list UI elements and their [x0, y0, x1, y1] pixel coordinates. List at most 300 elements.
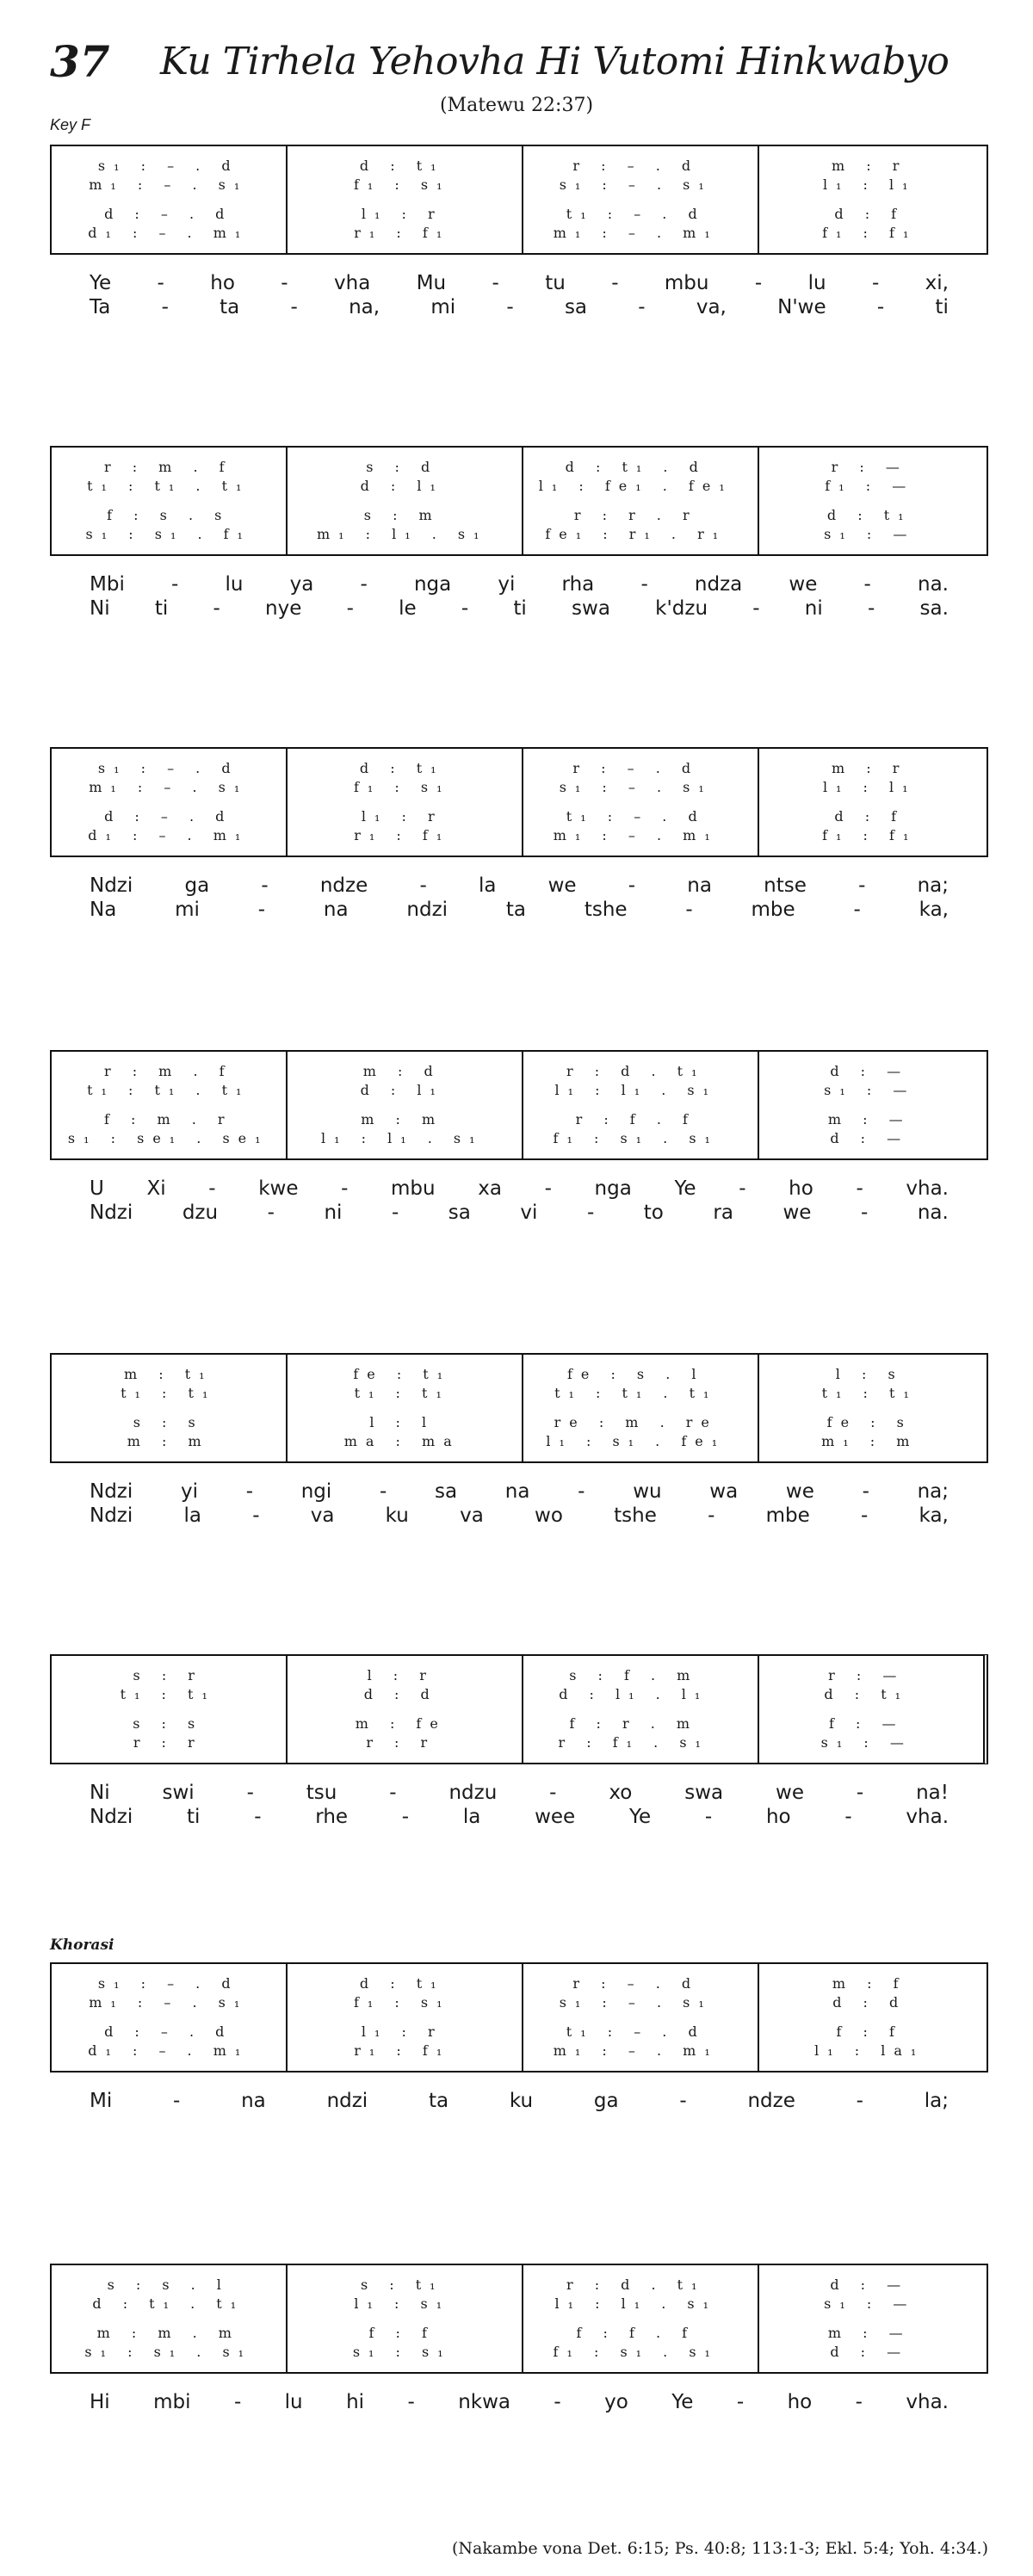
measure: [519, 155, 753, 176]
solfa-notes: m : —: [827, 1110, 912, 1127]
hyphen: -: [544, 1177, 552, 1200]
lyric-syllable: ku: [385, 1504, 409, 1527]
voice-row: [52, 1992, 987, 2012]
lyric-syllable: vha.: [906, 1806, 949, 1828]
solfa-notes: r : —: [831, 458, 908, 475]
solfa-notes: t₁ : t₁: [354, 1384, 450, 1401]
lyric-line: [50, 296, 988, 320]
lyric-syllable: ndze: [319, 874, 368, 897]
measure: [519, 1363, 753, 1384]
measure: [517, 1665, 751, 1685]
measure: [52, 1683, 285, 1704]
solfa-notes: d : l₁ . l₁: [559, 1685, 709, 1702]
lyric-syllable: lu: [225, 573, 244, 596]
lyric-syllable: Mu: [416, 272, 447, 294]
lyric-syllable: tshe: [584, 899, 628, 921]
lyric-syllable: ka,: [919, 1504, 949, 1527]
solfa-notes: d : – . d: [104, 807, 233, 825]
measure: [52, 1713, 285, 1733]
solfa-notes: s₁ : – . d: [97, 759, 239, 776]
solfa-notes: r : f . f: [575, 1110, 696, 1127]
voice-row: [52, 825, 987, 845]
lyric-line: [50, 597, 988, 621]
solfa-notes: r : m . f: [103, 1062, 233, 1079]
hyphen: -: [554, 2391, 561, 2413]
hyphen: -: [736, 2391, 745, 2413]
solfa-notes: f₁ : s₁: [353, 778, 451, 795]
hyphen: -: [611, 272, 619, 294]
measure: [52, 2341, 286, 2362]
measure: [753, 2293, 987, 2313]
solfa-notes: d : – . d: [104, 205, 233, 222]
measure: [52, 776, 286, 797]
voice-row: [52, 2322, 987, 2343]
solfa-notes: r : d . t₁: [566, 2276, 706, 2293]
measure: [519, 2293, 753, 2313]
lyric-syllable: mbu: [664, 272, 709, 294]
lyric-syllable: xa: [478, 1177, 502, 1200]
solfa-notes: d : t₁: [826, 506, 912, 523]
measure: [753, 1127, 987, 1148]
lyric-syllable: na.: [917, 1202, 949, 1224]
measure: [753, 1079, 987, 1100]
music-system: [50, 1353, 988, 1463]
solfa-notes: s₁ : —: [824, 2295, 916, 2312]
solfa-notes: l₁ : l₁ . s₁: [554, 1081, 717, 1098]
lyric-syllable: vha.: [906, 2391, 949, 2413]
measure: [519, 806, 753, 826]
solfa-notes: t₁ : t₁: [821, 1384, 918, 1401]
lyric-syllable: wu: [633, 1480, 662, 1503]
solfa-notes: s₁ : s₁ . s₁: [84, 2343, 253, 2360]
lyric-line: [50, 1782, 988, 1806]
measure: [286, 825, 520, 845]
measure: [286, 806, 520, 826]
solfa-notes: m₁ : – . m₁: [553, 224, 719, 241]
measure: [52, 1363, 286, 1384]
measure: [519, 2322, 753, 2343]
lyric-syllable: mbe: [765, 1504, 810, 1527]
solfa-notes: d : l₁: [360, 477, 444, 494]
lyric-syllable: sa: [448, 1202, 471, 1224]
solfa-notes: m : r: [832, 157, 908, 174]
solfa-notes: f : —: [829, 1714, 905, 1732]
voice-row: [52, 1060, 987, 1081]
voice-row: [52, 1412, 987, 1432]
measure: [52, 475, 286, 496]
lyric-syllable: ya: [289, 573, 314, 596]
measure: [753, 1430, 987, 1451]
hyphen: -: [254, 1806, 262, 1828]
hyphen: -: [679, 2090, 687, 2112]
measure: [286, 523, 520, 544]
measure: [52, 1382, 286, 1403]
measure: [286, 456, 520, 477]
solfa-notes: r : r: [366, 1733, 436, 1751]
solfa-notes: f₁ : f₁: [822, 826, 918, 843]
solfa-notes: fe : s . l: [566, 1365, 705, 1382]
measure: [519, 456, 753, 477]
measure: [286, 1382, 520, 1403]
lyric-line: [50, 1202, 988, 1226]
lyric-syllable: Ta: [90, 296, 111, 318]
lyric-line: [50, 2391, 988, 2415]
lyric-syllable: hi: [346, 2391, 365, 2413]
measure: [519, 1109, 753, 1129]
hyphen: -: [261, 874, 269, 897]
lyric-syllable: la: [462, 1806, 481, 1828]
solfa-notes: d₁ : – . m₁: [88, 224, 250, 241]
solfa-notes: t₁ : t₁: [121, 1384, 217, 1401]
solfa-notes: re : m . re: [554, 1413, 718, 1430]
measure: [753, 1992, 987, 2012]
hyphen: -: [754, 272, 763, 294]
measure: [286, 1127, 520, 1148]
lyric-syllable: we: [789, 573, 818, 596]
solfa-notes: t₁ : t₁: [120, 1685, 216, 1702]
solfa-notes: s₁ : —: [820, 1733, 912, 1751]
hyphen: -: [391, 1202, 399, 1224]
solfa-notes: r : d . t₁: [566, 1062, 706, 1079]
lyric-syllable: sa.: [919, 597, 949, 620]
lyric-syllable: we: [547, 874, 577, 897]
solfa-notes: fe : s: [826, 1413, 912, 1430]
measure: [286, 1060, 520, 1081]
measure: [751, 1665, 984, 1685]
lyric-syllable: la: [183, 1504, 201, 1527]
solfa-notes: m : f: [832, 1974, 907, 1992]
voice-row: [52, 2341, 987, 2362]
solfa-notes: f : f: [836, 2023, 903, 2040]
voice-row: [52, 523, 987, 544]
hyphen: -: [739, 1177, 746, 1200]
solfa-notes: l : l: [369, 1413, 436, 1430]
lyric-syllable: Ni: [90, 1782, 110, 1804]
measure: [519, 504, 753, 525]
music-system: [50, 145, 988, 255]
lyric-syllable: tsu: [306, 1782, 337, 1804]
lyric-syllable: Na: [90, 899, 117, 921]
lyric-syllable: ku: [509, 2090, 534, 2112]
hyphen: -: [161, 296, 169, 318]
measure: [517, 1683, 751, 1704]
measure: [52, 1430, 286, 1451]
measure: [519, 523, 753, 544]
lyric-syllable: na: [241, 2090, 266, 2112]
measure: [519, 1412, 753, 1432]
measure: [286, 2021, 520, 2042]
solfa-notes: d : l₁: [360, 1081, 444, 1098]
lyric-syllable: k'dzu: [655, 597, 708, 620]
hyphen: -: [628, 874, 636, 897]
hyphen: -: [861, 1504, 869, 1527]
lyric-syllable: na: [323, 899, 349, 921]
solfa-notes: m : m: [361, 1110, 444, 1127]
measure: [52, 2293, 286, 2313]
lyric-syllable: vi: [520, 1202, 538, 1224]
lyric-line: [50, 1504, 988, 1529]
lyric-line: [50, 1177, 988, 1202]
hyphen: -: [640, 573, 648, 596]
solfa-notes: m₁ : m: [821, 1432, 919, 1449]
solfa-notes: f : m . r: [103, 1110, 233, 1127]
measure: [519, 1079, 753, 1100]
solfa-notes: t₁ : – . d: [566, 205, 706, 222]
measure: [52, 2274, 286, 2295]
hyphen: -: [208, 1177, 216, 1200]
solfa-notes: t₁ : t₁ . t₁: [87, 1081, 251, 1098]
lyric-syllable: ntse: [764, 874, 807, 897]
music-system: [50, 1654, 988, 1764]
measure: [753, 1363, 987, 1384]
solfa-notes: s₁ : —: [824, 1081, 916, 1098]
lyric-syllable: we: [782, 1202, 812, 1224]
lyric-syllable: va: [460, 1504, 484, 1527]
measure: [753, 2040, 987, 2060]
voice-row: [52, 2274, 987, 2295]
measure: [286, 2274, 520, 2295]
music-system: [50, 446, 988, 556]
solfa-notes: r : – . d: [572, 157, 700, 174]
measure: [753, 1973, 987, 1993]
measure: [519, 1430, 753, 1451]
measure: [52, 825, 286, 845]
measure: [52, 504, 286, 525]
measure: [751, 1683, 984, 1704]
hyphen: -: [173, 2090, 181, 2112]
measure: [286, 1430, 520, 1451]
lyric-syllable: ga: [593, 2090, 619, 2112]
measure: [286, 2322, 520, 2343]
voice-row: [52, 806, 987, 826]
solfa-notes: s : d: [366, 458, 439, 475]
lyric-syllable: ga: [184, 874, 210, 897]
lyric-line: [50, 874, 988, 899]
measure: [753, 203, 987, 224]
lyric-syllable: ho: [787, 2391, 813, 2413]
solfa-notes: s₁ : – . s₁: [559, 1993, 713, 2011]
measure: [753, 2274, 987, 2295]
solfa-notes: f : r . m: [569, 1714, 699, 1732]
solfa-notes: s : s: [133, 1413, 204, 1430]
hyphen: -: [213, 597, 220, 620]
hyphen: -: [171, 573, 179, 596]
hyphen: -: [863, 573, 871, 596]
solfa-notes: d : f: [834, 205, 906, 222]
lyric-syllable: na: [504, 1480, 530, 1503]
solfa-notes: s₁ : – . d: [97, 1974, 239, 1992]
measure: [753, 776, 987, 797]
solfa-notes: s₁ : – . d: [97, 157, 239, 174]
lyric-syllable: ho: [210, 272, 235, 294]
solfa-notes: s₁ : s₁: [352, 2343, 452, 2360]
solfa-notes: s : s: [133, 1714, 204, 1732]
solfa-notes: d : —: [830, 2343, 910, 2360]
lyric-syllable: na.: [918, 573, 949, 596]
lyric-syllable: ti: [935, 296, 949, 318]
measure: [753, 2322, 987, 2343]
measure: [52, 523, 286, 544]
voice-row: [52, 2021, 987, 2042]
measure: [286, 1079, 520, 1100]
solfa-notes: r : – . d: [572, 1974, 700, 1992]
voice-row: [52, 2293, 987, 2313]
lyric-syllable: mbi: [153, 2391, 191, 2413]
hyphen: -: [549, 1782, 557, 1804]
solfa-notes: l₁ : s₁ . fe₁: [546, 1432, 727, 1449]
lyric-syllable: ka,: [919, 899, 949, 921]
measure: [52, 456, 286, 477]
lyric-syllable: yo: [604, 2391, 628, 2413]
measure: [753, 475, 987, 496]
measure: [517, 1732, 751, 1752]
hyphen: -: [858, 874, 866, 897]
measure: [519, 222, 753, 243]
measure: [519, 2040, 753, 2060]
measure: [52, 1127, 286, 1148]
lyric-syllable: na,: [349, 296, 380, 318]
hyphen: -: [341, 1177, 349, 1200]
measure: [286, 475, 520, 496]
solfa-notes: r : m . f: [103, 458, 233, 475]
solfa-notes: m : m . m: [96, 2324, 240, 2341]
lyric-syllable: mi: [430, 296, 456, 318]
measure: [753, 155, 987, 176]
lyric-syllable: na;: [917, 1480, 949, 1503]
measure: [519, 203, 753, 224]
hyphen: -: [876, 296, 885, 318]
lyric-syllable: nga: [594, 1177, 632, 1200]
solfa-notes: s : m: [363, 506, 441, 523]
lyric-syllable: mbe: [751, 899, 795, 921]
solfa-notes: d : – . d: [104, 2023, 233, 2040]
voice-row: [52, 1683, 983, 1704]
voice-row: [52, 1713, 983, 1733]
lyric-syllable: swa: [684, 1782, 724, 1804]
lyric-syllable: va: [310, 1504, 335, 1527]
footer-references: (Nakambe vona Det. 6:15; Ps. 40:8; 113:1-3; Ekl. 5:4; Yoh. 4:34.): [452, 2539, 988, 2558]
hymn-title: Ku Tirhela Yehovha Hi Vutomi Hinkwabyo: [160, 40, 949, 83]
solfa-notes: f₁ : —: [825, 477, 915, 494]
solfa-notes: fe₁ : r₁ . r₁: [545, 525, 727, 542]
solfa-notes: t₁ : t₁ . t₁: [554, 1384, 718, 1401]
lyric-syllable: yi: [498, 573, 516, 596]
solfa-notes: m₁ : – . s₁: [89, 176, 249, 193]
lyric-syllable: Xi: [146, 1177, 166, 1200]
hyphen: -: [267, 1202, 275, 1224]
lyric-syllable: tu: [545, 272, 566, 294]
measure: [519, 174, 753, 195]
measure: [519, 1127, 753, 1148]
solfa-notes: d : —: [830, 1129, 910, 1146]
lyric-syllable: vha.: [906, 1177, 949, 1200]
lyric-syllable: ti: [154, 597, 169, 620]
measure: [753, 504, 987, 525]
hyphen: -: [246, 1782, 254, 1804]
key-signature: Key F: [50, 116, 91, 133]
solfa-notes: l₁ : s₁: [354, 2295, 451, 2312]
lyric-syllable: ti: [513, 597, 527, 620]
hyphen: -: [867, 597, 875, 620]
solfa-notes: d : t₁ . d: [565, 458, 707, 475]
hyphen: -: [856, 2090, 863, 2112]
measure: [52, 155, 286, 176]
hyphen: -: [407, 2391, 415, 2413]
voice-row: [52, 475, 987, 496]
lyric-syllable: Ye: [90, 272, 112, 294]
solfa-notes: m₁ : – . m₁: [553, 2042, 719, 2059]
lyric-syllable: Ye: [671, 2391, 694, 2413]
hyphen: -: [844, 1806, 852, 1828]
hyphen: -: [708, 1504, 715, 1527]
measure: [286, 1992, 520, 2012]
solfa-notes: s₁ : —: [824, 525, 916, 542]
measure: [753, 174, 987, 195]
hyphen: -: [704, 1806, 713, 1828]
solfa-notes: l₁ : r: [361, 205, 443, 222]
measure: [753, 222, 987, 243]
measure: [286, 1363, 520, 1384]
hyphen: -: [856, 1177, 863, 1200]
solfa-notes: m₁ : – . m₁: [553, 826, 719, 843]
measure: [753, 2341, 987, 2362]
lyric-line: [50, 899, 988, 923]
solfa-notes: m₁ : – . s₁: [89, 1993, 249, 2011]
measure: [52, 1412, 286, 1432]
solfa-notes: d : t₁: [824, 1685, 910, 1702]
voice-row: [52, 1079, 987, 1100]
measure: [52, 1060, 286, 1081]
voice-row: [52, 1430, 987, 1451]
music-system: [50, 1962, 988, 2073]
solfa-notes: m₁ : l₁ . s₁: [316, 525, 488, 542]
hyphen: -: [233, 2391, 242, 2413]
measure: [52, 757, 286, 778]
hyphen: -: [492, 272, 499, 294]
solfa-notes: m : —: [827, 2324, 912, 2341]
measure: [52, 222, 286, 243]
measure: [52, 1665, 285, 1685]
voice-row: [52, 757, 987, 778]
solfa-notes: s : r: [133, 1666, 203, 1683]
solfa-notes: r₁ : f₁: [354, 2042, 451, 2059]
solfa-notes: r : r . r: [573, 506, 698, 523]
solfa-notes: l₁ : l₁ . s₁: [320, 1129, 484, 1146]
measure: [285, 1732, 518, 1752]
lyric-syllable: ndzi: [406, 899, 448, 921]
lyric-syllable: ndza: [694, 573, 743, 596]
measure: [753, 757, 987, 778]
lyric-syllable: le: [399, 597, 417, 620]
solfa-notes: l₁ : fe₁ . fe₁: [538, 477, 733, 494]
solfa-notes: d : t₁: [359, 759, 445, 776]
lyric-syllable: Mbi: [90, 573, 125, 596]
measure: [286, 155, 520, 176]
lyric-syllable: swi: [162, 1782, 195, 1804]
voice-row: [52, 1382, 987, 1403]
solfa-notes: s : t₁: [360, 2276, 444, 2293]
lyric-syllable: rhe: [315, 1806, 349, 1828]
measure: [519, 757, 753, 778]
lyric-syllable: va,: [696, 296, 727, 318]
lyric-syllable: U: [90, 1177, 104, 1200]
measure: [52, 1732, 285, 1752]
lyric-syllable: Ye: [628, 1806, 652, 1828]
solfa-notes: r₁ : f₁: [354, 826, 451, 843]
lyric-syllable: Mi: [90, 2090, 113, 2112]
lyric-syllable: N'we: [777, 296, 826, 318]
hyphen: -: [856, 1782, 864, 1804]
